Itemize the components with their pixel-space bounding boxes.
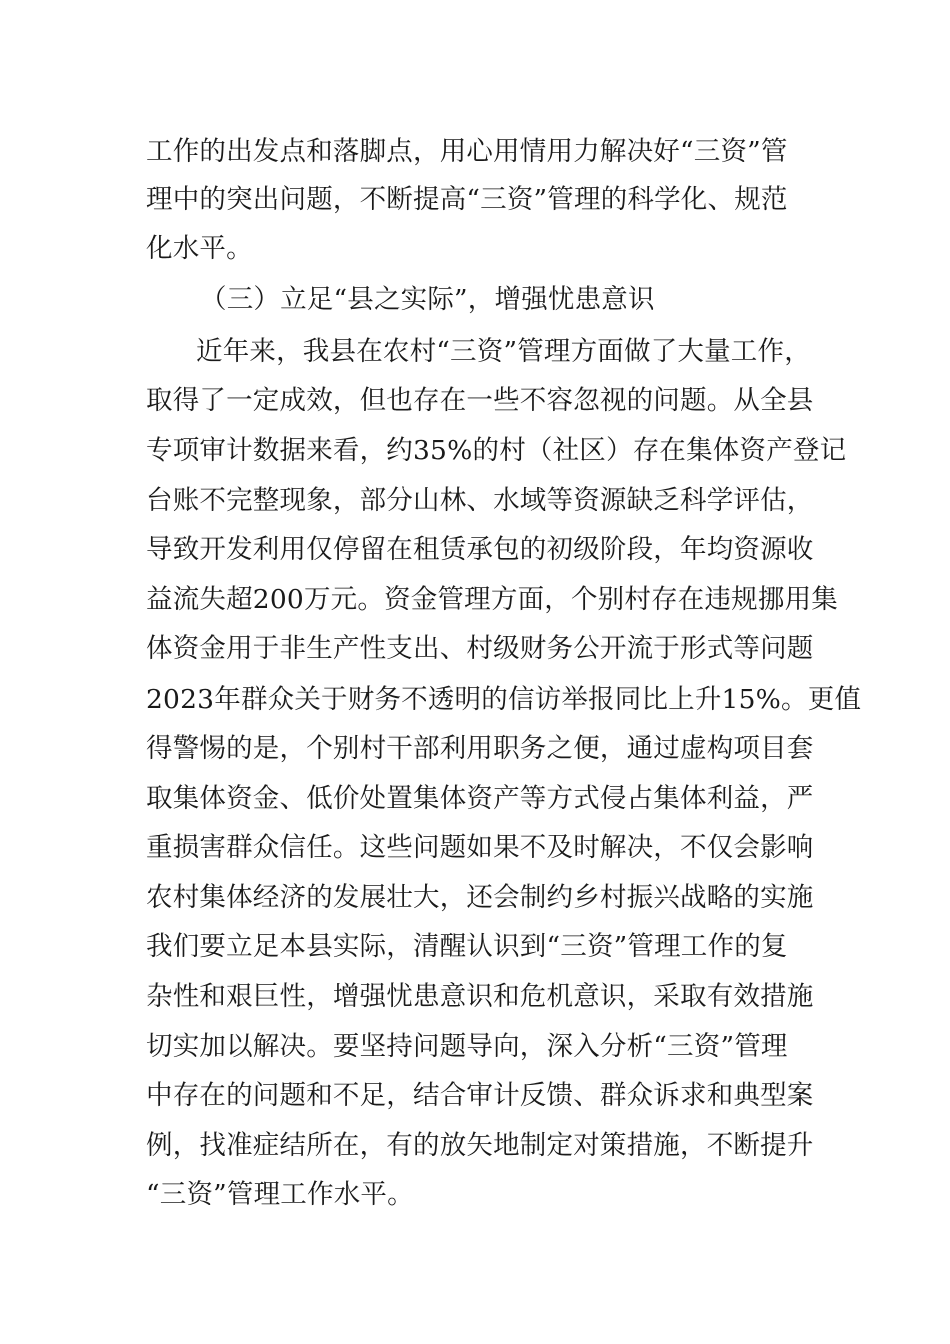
paragraph-line: 得警惕的是，个别村干部利用职务之便，通过虚构项目套 bbox=[146, 733, 814, 764]
paragraph-line: “三资”管理工作水平。 bbox=[146, 1179, 414, 1210]
paragraph-line: 取得了一定成效，但也存在一些不容忽视的问题。从全县 bbox=[146, 385, 814, 416]
section-heading: （三）立足“县之实际”，增强忧患意识 bbox=[200, 284, 655, 315]
paragraph-line: 重损害群众信任。这些问题如果不及时解决，不仅会影响 bbox=[146, 832, 814, 863]
paragraph-line: 工作的出发点和落脚点，用心用情用力解决好“三资”管 bbox=[146, 136, 788, 167]
paragraph-line: 切实加以解决。要坚持问题导向，深入分析“三资”管理 bbox=[146, 1031, 788, 1062]
paragraph-line: 中存在的问题和不足，结合审计反馈、群众诉求和典型案 bbox=[146, 1080, 814, 1111]
paragraph-line: 近年来，我县在农村“三资”管理方面做了大量工作， bbox=[196, 336, 811, 367]
paragraph-line: 取集体资金、低价处置集体资产等方式侵占集体利益，严 bbox=[146, 783, 814, 814]
paragraph-line: 台账不完整现象，部分山林、水域等资源缺乏科学评估， bbox=[146, 485, 814, 516]
paragraph-line: 理中的突出问题，不断提高“三资”管理的科学化、规范 bbox=[146, 184, 788, 215]
paragraph-line: 益流失超200万元。资金管理方面，个别村存在违规挪用集 bbox=[146, 584, 838, 615]
paragraph-line: 我们要立足本县实际，清醒认识到“三资”管理工作的复 bbox=[146, 931, 788, 962]
paragraph-line: 导致开发利用仅停留在租赁承包的初级阶段，年均资源收 bbox=[146, 534, 814, 565]
paragraph-line: 2023年群众关于财务不透明的信访举报同比上升15%。更值 bbox=[146, 684, 862, 715]
paragraph-line: 专项审计数据来看，约35%的村（社区）存在集体资产登记 bbox=[146, 435, 847, 466]
paragraph-line: 体资金用于非生产性支出、村级财务公开流于形式等问题 bbox=[146, 633, 814, 664]
paragraph-line: 化水平。 bbox=[146, 233, 253, 264]
paragraph-line: 例，找准症结所在，有的放矢地制定对策措施，不断提升 bbox=[146, 1130, 814, 1161]
paragraph-line: 农村集体经济的发展壮大，还会制约乡村振兴战略的实施 bbox=[146, 882, 814, 913]
paragraph-line: 杂性和艰巨性，增强忧患意识和危机意识，采取有效措施 bbox=[146, 981, 814, 1012]
